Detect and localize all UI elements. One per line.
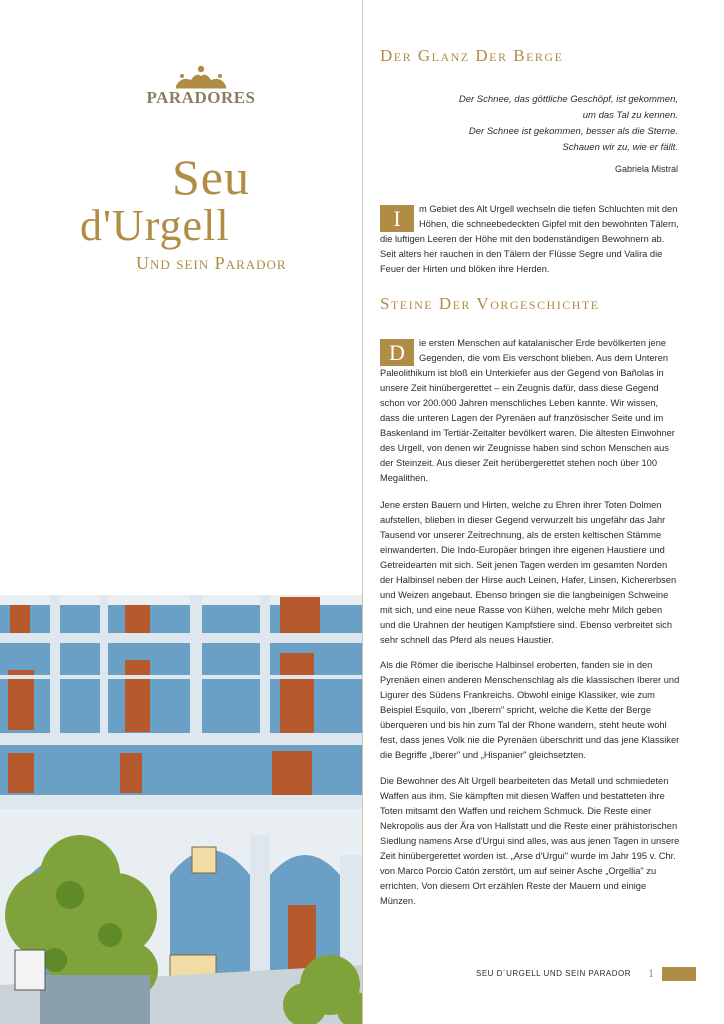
title-subtitle: Und sein Parador <box>136 253 287 273</box>
page-title <box>80 149 350 273</box>
page-footer <box>476 966 716 984</box>
crown-icon <box>146 64 256 90</box>
paradores-logo <box>146 64 256 114</box>
section-heading-1: Der Glanz Der Berge <box>380 46 564 65</box>
paragraph-text: m Gebiet des Alt Urgell wechseln die tiefen Schluchten mit den Höhen, die schneebedeckten Gipfel mit den bewohnten Tälern, die luftigen Leeren der Höhe mit den bodenständigen Bewohnern ab. Seit alters her rauchen in den Tälern der Flüsse Segre und Valira die Feuer der Hirten und blöken ihre Herden. <box>380 204 679 274</box>
footer-title: SEU D´URGELL UND SEIN PARADOR <box>476 969 631 978</box>
parador-courtyard-illustration <box>0 575 362 1024</box>
title-line-1: Seu <box>172 149 250 205</box>
paragraph-text: ie ersten Menschen auf katalanischer Erde bevölkerten jene Gegenden, die vom Eis verschont blieben. Aus dem Unteren Paleolithikum ist bloß ein Unterkiefer aus der Gegend von Bañolas in unsere Zeit hinübergerettet – ein Zeugnis dafür, dass diese Gegend schon vor 200.000 Jahren menschliches Leben kannte. Wir wissen, dass die unteren Lagen der Pyrenäen auf französischer Seite und im Baskenland im Tertiär-Zeitalter bevölkert waren. Die ältesten Einwohner des Urgell, von denen wir Zeugnisse haben sind schon Menschen aus der Steinzeit. Aus dieser Zeit herübergerettet stehen noch über 100 Megalithen. <box>380 338 675 483</box>
footer-bar <box>662 967 696 981</box>
title-line-2: d'Urgell <box>80 201 230 250</box>
paragraph <box>380 336 680 486</box>
paragraph: Die Bewohner des Alt Urgell bearbeiteten das Metall und schmiedeten Waffen aus ihm. Sie kämpften mit diesen Waffen und bestatteten ihre Toten mitsamt den Waffen und reichem Schmuck. Die Reste einer Nekropolis aus der Ära von Hallstatt und die Reste einer prähistorischen Siedlung namens Arse d'Urgui sind alles, was aus jenen Tagen in unsere Zeit hinübergerettet worden ist. „Arse d'Urgui" wurde im Jahr 195 v. Chr. von Marco Porcio Catón zerstört, um auf seiner Asche „Orgellia" zu errichten. Von diesem Ort erzählen Reste der Mauern und einige Münzen. <box>380 776 680 906</box>
dropcap: I <box>380 205 414 232</box>
page-number: 1 <box>648 966 654 980</box>
brand-wordmark: PARADORES <box>146 88 256 107</box>
section-heading-2: Steine Der Vorgeschichte <box>380 294 600 313</box>
poem-line: um das Tal zu kennen. <box>582 110 678 121</box>
poem-quote <box>380 92 678 156</box>
poem-line: Schauen wir zu, wie er fällt. <box>562 142 678 153</box>
paragraph <box>380 202 680 277</box>
paragraph: Jene ersten Bauern und Hirten, welche zu Ehren ihrer Toten Dolmen aufstellen, blieben in dieser Gegend verwurzelt bis ungefähr das Jahr Tausend vor unserer Zeitrechnung, als de ersten keltischen Stämme einwanderten. Die Indo-Europäer bringen ihre eigenen Haustiere und Getreidearten mit sich. Seit jenen Tagen werden im gesamten Norden der Halbinsel neben der Hirse auch Leinen, Hafer, Linsen, Kichererbsen und Weizen angebaut. Ebenso bringen sie die langbeinigen Schweine mit sich, und eine neue Rasse von Kühen, welche mehr Milch geben und die Urahnen der heutigen Kampfstiere sind. Ebenso verbreitet sich sehr schnell das Pferd als neues Haustier. <box>380 500 677 645</box>
poem-line: Der Schnee ist gekommen, besser als die Sterne. <box>468 126 678 137</box>
paragraph: Als die Römer die iberische Halbinsel eroberten, fanden sie in den Pyrenäen einen anderen Menschenschlag als die klassischen Iberer und Ligurer des Südens Frankreichs. Obwohl einige Klassiker, wie zum Beispiel Esquilo, von „Iberern" spricht, welche die Kette der Berge überqueren und bis hin zum Tal der Rhone wandern, steht heute wohl fest, dass jenes Volk nie die Pyrenäen überschritt und das jene Klassiker die Begriffe „Iberer" und „Hispanier" gleichsetzten. <box>380 660 680 760</box>
poem-line: Der Schnee, das göttliche Geschöpf, ist gekommen, <box>458 94 678 105</box>
dropcap: D <box>380 339 414 366</box>
column-divider <box>362 0 363 1024</box>
poem-author: Gabriela Mistral <box>614 164 678 174</box>
